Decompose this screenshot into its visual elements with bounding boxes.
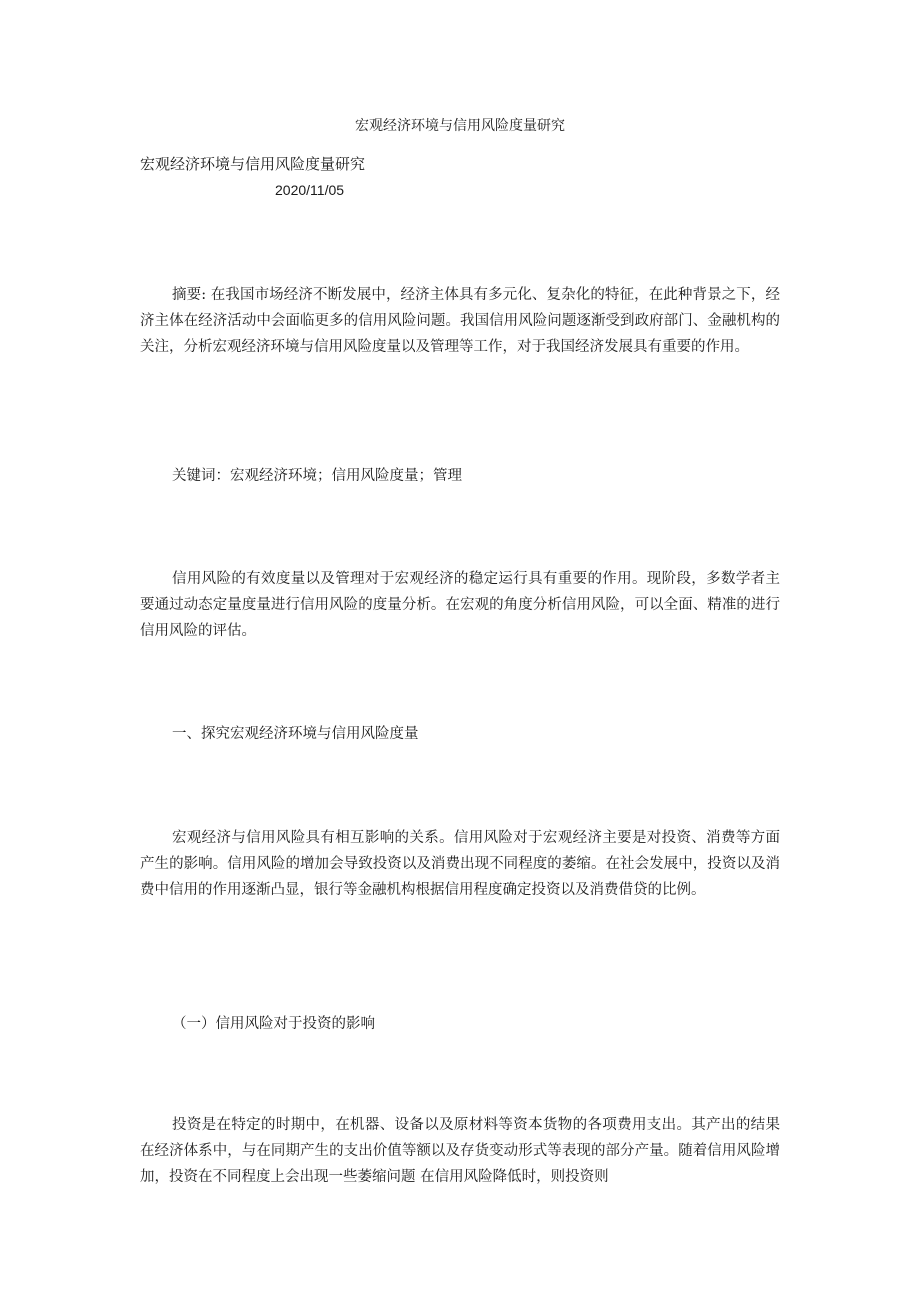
- section-1-heading: 一、探究宏观经济环境与信用风险度量: [172, 726, 419, 742]
- document-date: 2020/11/05: [275, 182, 345, 198]
- running-header-title: 宏观经济环境与信用风险度量研究: [355, 118, 565, 134]
- document-title: 宏观经济环境与信用风险度量研究: [140, 155, 366, 173]
- keywords-line: 关键词：宏观经济环境；信用风险度量；管理: [172, 468, 462, 484]
- section-1-paragraph: 宏观经济与信用风险具有相互影响的关系。信用风险对于宏观经济主要是对投资、消费等方面产生的影响。信用风险的增加会导致投资以及消费出现不同程度的萎缩。在社会发展中，投资以及消费中信用的作用逐渐凸显，银行等金融机构根据信用程度确定投资以及消费借贷的比例。: [140, 830, 780, 898]
- section-1-1-heading: （一）信用风险对于投资的影响: [172, 1016, 375, 1032]
- abstract-paragraph: 摘要: 在我国市场经济不断发展中，经济主体具有多元化、复杂化的特征，在此种背景之下，经济主体在经济活动中会面临更多的信用风险问题。我国信用风险问题逐渐受到政府部门、金融机构的关注，分析宏观经济环境与信用风险度量以及管理等工作，对于我国经济发展具有重要的作用。: [140, 287, 780, 355]
- intro-paragraph: 信用风险的有效度量以及管理对于宏观经济的稳定运行具有重要的作用。现阶段，多数学者主要通过动态定量度量进行信用风险的度量分析。在宏观的角度分析信用风险，可以全面、精准的进行信用风险的评估。: [140, 571, 780, 639]
- section-1-1-paragraph: 投资是在特定的时期中，在机器、设备以及原材料等资本货物的各项费用支出。其产出的结果在经济体系中，与在同期产生的支出价值等额以及存货变动形式等表现的部分产量。随着信用风险增加，投资在不同程度上会出现一些萎缩问题 在信用风险降低时，则投资则: [140, 1117, 780, 1185]
